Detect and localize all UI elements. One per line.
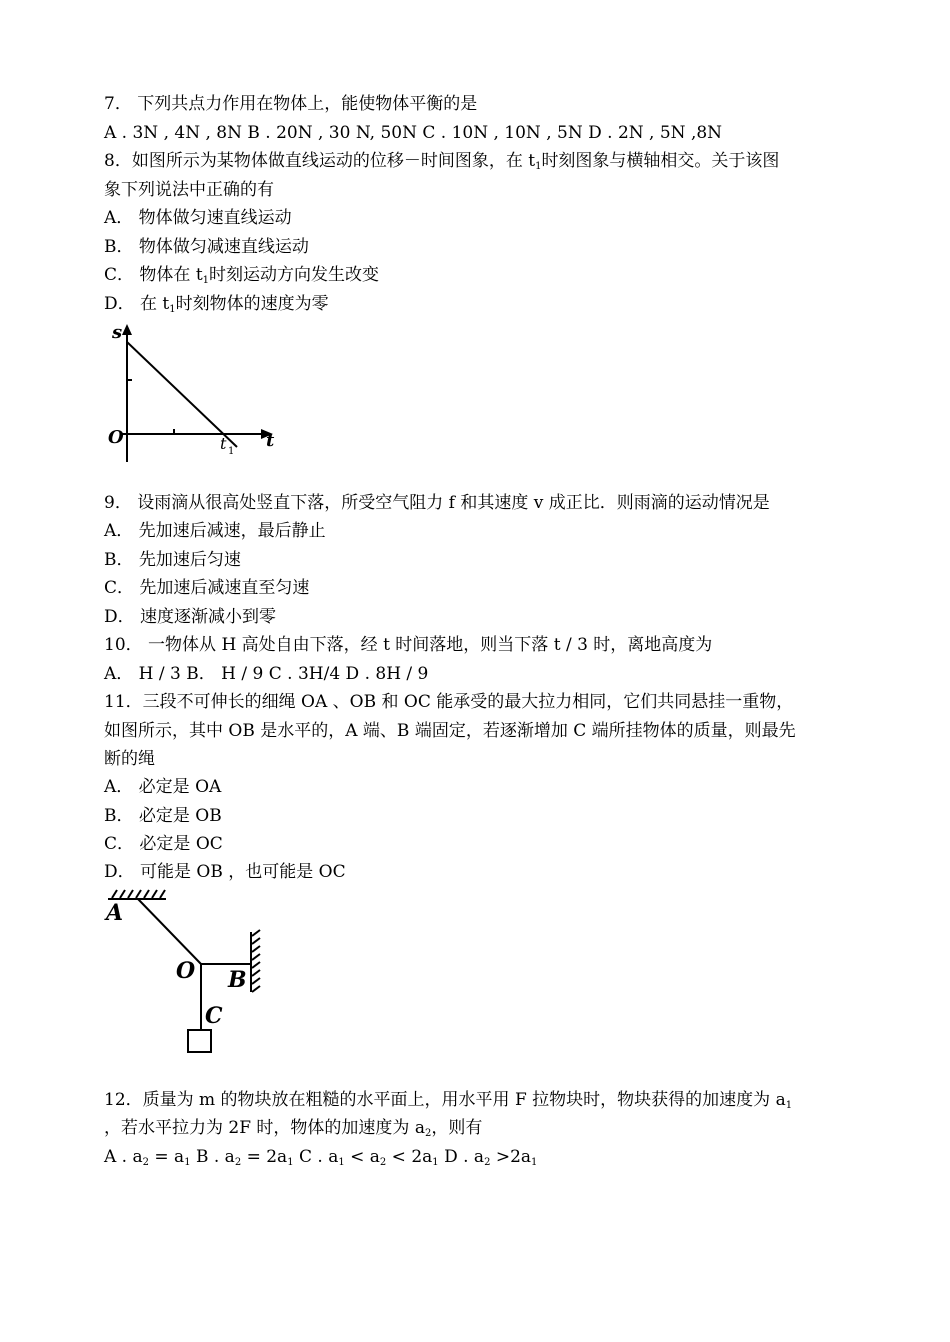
origin-label: O (108, 427, 124, 448)
s-t-graph (96, 320, 296, 468)
q12-options: A . $a_2 = a_1$ B . $a_2 = 2a_1$ C . $a_1 < a_2 < 2a_1$ D . $a_2 >2a_1$ (104, 1147, 538, 1168)
rope-diagram (100, 886, 280, 1058)
q12-stem-cont: ，若水平拉力为 2F 时，物体的加速度为 $a_2$，则有 (104, 1118, 483, 1139)
q9-option-a: A． 先加速后减速，最后静止 (104, 521, 326, 541)
q11-option-d: D． 可能是 OB ，也可能是 OC (104, 862, 346, 882)
q11-stem-cont: 如图所示，其中 OB 是水平的，A 端、B 端固定，若逐渐增加 C 端所挂物体的质量，则最先 (104, 721, 796, 741)
t1-subscript: 1 (228, 446, 235, 457)
q9-option-c: C． 先加速后减速直至匀速 (104, 578, 310, 598)
q8-option-d: D． 在 $t_1$时刻物体的速度为零 (104, 294, 329, 315)
s-label: s (112, 322, 123, 343)
displacement-line (127, 342, 237, 447)
rope-oa (138, 899, 201, 964)
t-label: t (266, 430, 275, 451)
s-axis-arrow (122, 324, 132, 335)
q9-option-d: D． 速度逐渐减小到零 (104, 607, 277, 627)
q12-stem: 12．质量为 m 的物块放在粗糙的水平面上，用水平用 F 拉物块时，物块获得的加速度为 $a_1$ (104, 1090, 793, 1111)
label-c: C (205, 1003, 223, 1029)
q8-option-b: B． 物体做匀减速直线运动 (104, 237, 309, 257)
label-o: O (176, 958, 196, 984)
q9-stem: 9． 设雨滴从很高处竖直下落，所受空气阻力 f 和其速度 v 成正比．则雨滴的运动情况是 (104, 493, 770, 513)
q11-option-a: A． 必定是 OA (104, 777, 222, 797)
q10-stem: 10． 一物体从 H 高处自由下落，经 t 时间落地，则当下落 t / 3 时，离地高度为 (104, 635, 713, 655)
q11-option-c: C． 必定是 OC (104, 834, 223, 854)
label-b: B (228, 967, 247, 993)
q11-stem-end: 断的绳 (104, 749, 155, 769)
label-a: A (106, 900, 124, 926)
hanging-weight (188, 1030, 211, 1052)
q11-option-b: B． 必定是 OB (104, 806, 222, 826)
q8-stem: 8．如图所示为某物体做直线运动的位移－时间图象，在 $t_1$时刻图象与横轴相交。关于该图 (104, 151, 780, 172)
q8-option-c: C． 物体在 $t_1$时刻运动方向发生改变 (104, 265, 380, 286)
q8-stem-cont: 象下列说法中正确的有 (104, 180, 274, 200)
q10-options: A． H / 3 B． H / 9 C . 3H/4 D . 8H / 9 (104, 664, 429, 684)
q7-options: A . 3N , 4N , 8N B . 20N , 30 N, 50N C . 10N , 10N , 5N D . 2N , 5N ,8N (104, 123, 723, 143)
q9-option-b: B． 先加速后匀速 (104, 550, 241, 570)
q7-stem: 7． 下列共点力作用在物体上，能使物体平衡的是 (104, 94, 478, 114)
t1-label: t (220, 434, 227, 453)
q8-option-a: A． 物体做匀速直线运动 (104, 208, 292, 228)
q11-stem: 11．三段不可伸长的细绳 OA 、OB 和 OC 能承受的最大拉力相同，它们共同悬挂一重物， (104, 692, 794, 712)
